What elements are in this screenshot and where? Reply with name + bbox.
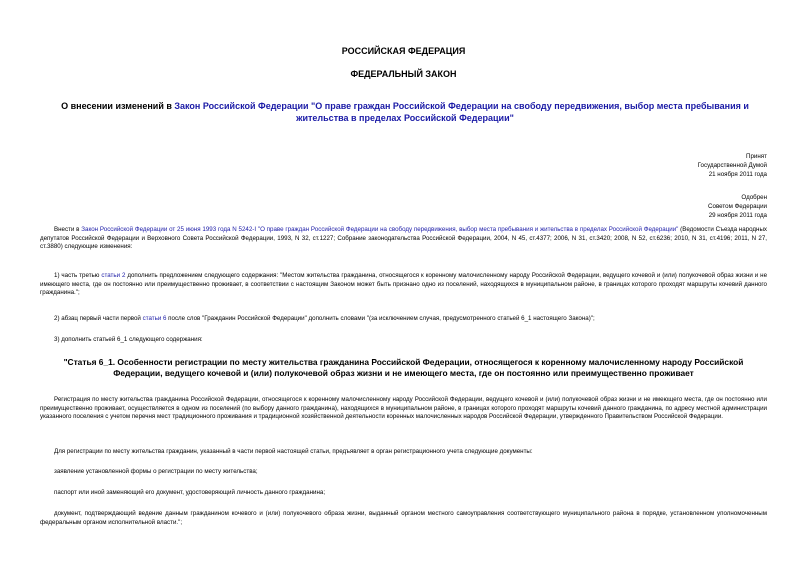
adopted-label: Принят xyxy=(746,153,767,160)
approved-block xyxy=(708,193,767,220)
approved-body: Советом Федерации xyxy=(708,203,767,210)
adopted-date: 21 ноября 2011 года xyxy=(708,171,767,178)
law-title xyxy=(60,100,750,124)
item-3-paragraph: 3) дополнить статьей 6_1 следующего содержания: xyxy=(54,336,203,343)
intro-paragraph xyxy=(40,226,767,252)
item-2-suffix: после слов "Гражданин Российской Федерации" дополнить словами "(за исключением случая, предусмотренного статьей 6_1 настоящего Закона)"; xyxy=(166,315,595,322)
approved-date: 29 ноября 2011 года xyxy=(708,212,767,219)
adopted-body: Государственной Думой xyxy=(697,162,767,169)
intro-law-link[interactable]: Закон Российской Федерации от 25 июня 1993 года N 5242-I "О праве граждан Российской Федерации на свободу передвижения, выбор места пребывания и жительства в пределах Российской Федерации" xyxy=(81,226,679,233)
law-type-heading: ФЕДЕРАЛЬНЫЙ ЗАКОН xyxy=(350,69,457,79)
article-paragraph-4: паспорт или иной заменяющий его документ, удостоверяющий личность данного гражданина; xyxy=(54,489,326,496)
article-6-link[interactable]: статьи 6 xyxy=(142,315,167,322)
article-paragraph-1: Регистрация по месту жительства гражданина Российской Федерации, относящегося к коренному малочисленному народу Российской Федерации, ведущего кочевой и (или) полукочевой образ жизни и не имеющего места, где он постоянно или преимущественно проживает, осуществляется в одном из поселений (по выбору данного гражданина), находящихся в муниципальном районе, в границах которого проходят маршруты кочевий данного гражданина, по адресу местной администрации указанного поселения с учетом перечня мест традиционного проживания и традиционной хозяйственной деятельности коренных малочисленных народов Российской Федерации, утвержденного Правительством Российской Федерации. xyxy=(40,396,767,421)
adopted-block xyxy=(698,152,767,179)
item-2-prefix: 2) абзац первый части первой xyxy=(54,315,143,322)
article-paragraph-2: Для регистрации по месту жительства гражданин, указанный в части первой настоящей статьи, предъявляет в орган регистрационного учета следующие документы: xyxy=(54,448,533,455)
law-title-link[interactable]: Закон Российской Федерации "О праве граждан Российской Федерации на свободу передвижения, выбор места пребывания и жительства в пределах Российской Федерации" xyxy=(174,101,749,123)
approved-label: Одобрен xyxy=(741,194,767,201)
item-1-suffix: дополнить предложением следующего содержания: "Местом жительства гражданина, относящегося к коренному малочисленному народу Российской Федерации, ведущего кочевой и (или) полукочевой образ жизни и не имеющего места, где он постоянно или преимущественно проживает, в соответствии с настоящим Законом может быть признано одно из поселений, находящихся в муниципальном районе, в границах которого проходят маршруты кочевий данного гражданина."; xyxy=(40,272,768,297)
article-paragraph-5: документ, подтверждающий ведение данным гражданином кочевого и (или) полукочевого образа жизни, выданный органом местного самоуправления соответствующего муниципального района в порядке, установленном уполномоченным федеральным органом исполнительной власти."; xyxy=(40,510,767,526)
law-title-prefix: О внесении изменений в xyxy=(61,101,175,111)
item-1-prefix: 1) часть третью xyxy=(54,272,102,279)
article-2-link[interactable]: статьи 2 xyxy=(101,272,126,279)
item-1-paragraph xyxy=(40,272,767,298)
intro-suffix: (Ведомости Съезда народных депутатов Российской Федерации и Верховного Совета Российской Федерации, 1993, N 32, ст.1227; Собрание законодательства Российской Федерации, 2004, N 45, ст.4377; 2006, N 31, ст.3420; 2008, N 52, ст.6236; 2010, N 31, ст.4196; 2011, N 27, ст.3880) следующие изменения: xyxy=(40,226,767,251)
article-6-1-title: "Статья 6_1. Особенности регистрации по месту жительства гражданина Российской Федерации, относящегося к коренному малочисленному народу Российской Федерации, ведущего кочевой и (или) полукочевой образ жизни и не имеющего места, где он постоянно или преимущественно проживает xyxy=(63,357,744,378)
country-heading: РОССИЙСКАЯ ФЕДЕРАЦИЯ xyxy=(341,46,466,56)
item-2-paragraph xyxy=(40,315,767,324)
intro-prefix: Внести в xyxy=(54,226,82,233)
article-paragraph-3: заявление установленной формы о регистрации по месту жительства; xyxy=(54,468,258,475)
